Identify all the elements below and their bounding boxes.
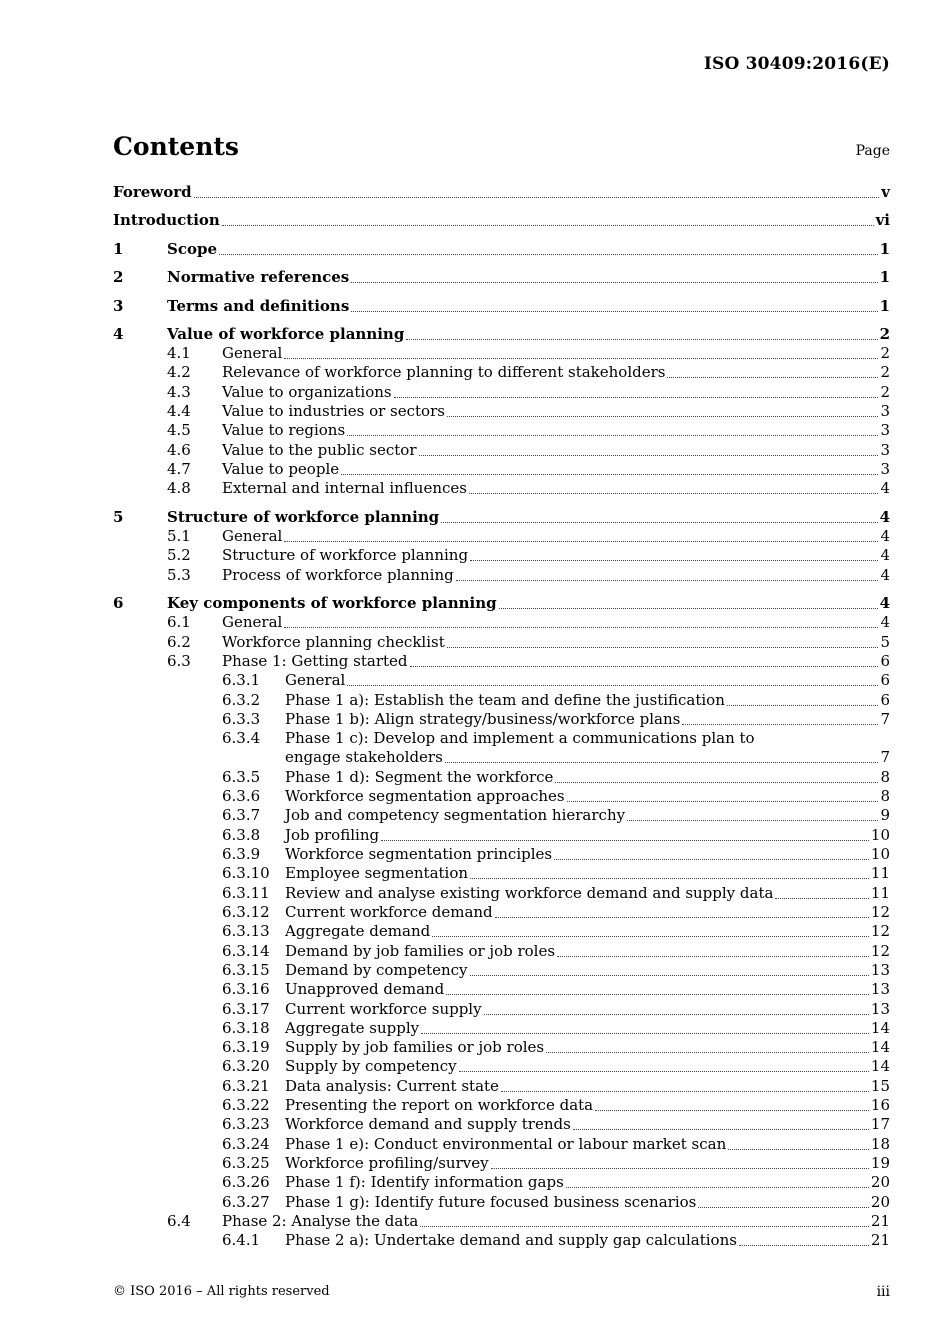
dot-leader (419, 455, 879, 456)
toc-entry-page: 14 (870, 1019, 890, 1037)
toc-entry-title: Demand by job families or job roles (285, 942, 556, 960)
document-code: ISO 30409:2016(E) (703, 54, 890, 74)
toc-entry-title: Phase 1 f): Identify information gaps (285, 1173, 564, 1191)
toc-entry-number: 6 (113, 594, 124, 612)
toc-entry-page: vi (875, 211, 890, 229)
toc-entry-page: 2 (880, 363, 890, 381)
toc-entry-number: 6.3.1 (222, 671, 261, 689)
toc-entry-page: 13 (870, 980, 890, 998)
toc-entry-number: 6.3.23 (222, 1115, 270, 1133)
toc-entry-title: Job and competency segmentation hierarchy (285, 806, 626, 824)
toc-entry[interactable] (0, 1135, 950, 1154)
toc-entry-title: Workforce segmentation principles (285, 845, 553, 863)
toc-entry-number: 6.3.10 (222, 864, 270, 882)
dot-leader (567, 801, 879, 802)
toc-entry-page: 2 (879, 325, 890, 343)
toc-entry-page: 6 (880, 691, 890, 709)
toc-entry[interactable] (0, 942, 950, 961)
toc-entry-page: 5 (880, 633, 890, 651)
toc-entry[interactable] (0, 633, 950, 652)
toc-entry-title: Demand by competency (285, 961, 468, 979)
dot-leader (432, 936, 869, 937)
dot-leader (499, 608, 878, 609)
dot-leader (682, 724, 878, 725)
toc-entry-number: 6.2 (167, 633, 191, 651)
dot-leader (469, 493, 878, 494)
toc-entry-title: Structure of workforce planning (222, 546, 469, 564)
toc-entry-page: 15 (870, 1077, 890, 1095)
dot-leader (484, 1014, 869, 1015)
toc-entry-number: 5.1 (167, 527, 191, 545)
toc-entry-title: Value to regions (222, 421, 346, 439)
toc-entry-page: 7 (880, 748, 890, 766)
dot-leader (775, 898, 868, 899)
toc-entry[interactable] (0, 402, 950, 421)
page-number: iii (876, 1284, 890, 1300)
toc-entry-number: 6.4 (167, 1212, 191, 1230)
toc-entry-page: 7 (880, 710, 890, 728)
dot-leader (595, 1110, 869, 1111)
toc-entry-page: 4 (880, 546, 890, 564)
toc-entry-page: 13 (870, 1000, 890, 1018)
toc-entry-number: 4.6 (167, 441, 191, 459)
dot-leader (420, 1226, 869, 1227)
toc-entry-page: 8 (880, 768, 890, 786)
dot-leader (406, 339, 877, 340)
toc-entry-title: Supply by competency (285, 1057, 457, 1075)
toc-entry[interactable] (0, 1231, 950, 1250)
toc-entry-page: 16 (870, 1096, 890, 1114)
dot-leader (546, 1052, 869, 1053)
toc-entry[interactable] (0, 1193, 950, 1212)
dot-leader (470, 975, 869, 976)
toc-entry-title: Presenting the report on workforce data (285, 1096, 594, 1114)
toc-entry-title: Phase 1 e): Conduct environmental or labour market scan (285, 1135, 727, 1153)
toc-entry-number: 6.3.7 (222, 806, 261, 824)
toc-entry-page: 3 (880, 460, 890, 478)
toc-entry[interactable] (0, 441, 950, 460)
toc-entry-page: 2 (880, 344, 890, 362)
toc-entry-page: 12 (870, 942, 890, 960)
dot-leader (441, 522, 877, 523)
dot-leader (573, 1129, 869, 1130)
toc-entry-number: 4.4 (167, 402, 191, 420)
toc-entry-page: 13 (870, 961, 890, 979)
toc-entry-title: Introduction (113, 211, 220, 229)
toc-entry-title: Employee segmentation (285, 864, 469, 882)
toc-entry-title: Value to people (222, 460, 340, 478)
dot-leader (347, 685, 878, 686)
dot-leader (394, 397, 879, 398)
toc-entry-title: Supply by job families or job roles (285, 1038, 545, 1056)
toc-entry-number: 6.3.5 (222, 768, 261, 786)
toc-entry[interactable] (0, 383, 950, 402)
toc-entry-title: General (222, 344, 283, 362)
dot-leader (284, 358, 878, 359)
toc-entry-number: 6.3.14 (222, 942, 270, 960)
toc-entry-page: 11 (870, 884, 890, 902)
toc-entry-number: 6.3.6 (222, 787, 261, 805)
toc-entry[interactable] (0, 922, 950, 941)
dot-leader (351, 282, 877, 283)
toc-entry-page: 9 (880, 806, 890, 824)
toc-entry-number: 3 (113, 297, 124, 315)
toc-entry[interactable] (0, 652, 950, 671)
toc-entry-page: 18 (870, 1135, 890, 1153)
toc-entry-number: 6.3.8 (222, 826, 261, 844)
toc-entry[interactable] (0, 1019, 950, 1038)
toc-entry[interactable] (0, 460, 950, 479)
toc-entry[interactable] (0, 980, 950, 999)
toc-entry[interactable] (0, 479, 950, 498)
toc-entry[interactable] (0, 1115, 950, 1134)
toc-entry-page: 3 (880, 402, 890, 420)
toc-entry-page: 4 (879, 594, 890, 612)
toc-entry-page: 20 (870, 1173, 890, 1191)
toc-entry-title: Workforce demand and supply trends (285, 1115, 571, 1133)
toc-entry[interactable] (0, 864, 950, 883)
toc-entry-page: v (881, 183, 890, 201)
toc-entry-page: 4 (880, 527, 890, 545)
toc-entry-number: 6.3.12 (222, 903, 270, 921)
dot-leader (667, 377, 878, 378)
dot-leader (219, 254, 878, 255)
toc-entry-title: Phase 1 g): Identify future focused business scenarios (285, 1193, 697, 1211)
toc-entry-first-line (0, 729, 950, 748)
toc-entry-title: Review and analyse existing workforce demand and supply data (285, 884, 774, 902)
toc-entry-page: 21 (870, 1231, 890, 1249)
toc-entry-title: Workforce segmentation approaches (285, 787, 565, 805)
toc-entry-title: Aggregate demand (285, 922, 431, 940)
toc-entry-title: Phase 2: Analyse the data (222, 1212, 419, 1230)
toc-entry-page: 4 (879, 508, 890, 526)
dot-leader (627, 820, 878, 821)
toc-entry-number: 6.3.16 (222, 980, 270, 998)
toc-entry-title: Data analysis: Current state (285, 1077, 499, 1095)
dot-leader (284, 541, 878, 542)
toc-entry[interactable] (0, 768, 950, 787)
toc-entry[interactable] (0, 268, 950, 287)
dot-leader (446, 994, 869, 995)
toc-entry-number: 6.3.27 (222, 1193, 270, 1211)
toc-entry-number: 6.1 (167, 613, 191, 631)
toc-entry[interactable] (0, 594, 950, 613)
toc-entry-title: Current workforce supply (285, 1000, 482, 1018)
dot-leader (421, 1033, 869, 1034)
dot-leader (222, 225, 874, 226)
toc-entry-number: 6.3 (167, 652, 191, 670)
toc-entry-page: 14 (870, 1057, 890, 1075)
toc-entry-title: External and internal influences (222, 479, 467, 497)
toc-entry[interactable] (0, 344, 950, 363)
toc-entry-title: Phase 1: Getting started (222, 652, 408, 670)
toc-entry-number: 6.4.1 (222, 1231, 261, 1249)
toc-entry-title: Unapproved demand (285, 980, 445, 998)
toc-entry-number: 4 (113, 325, 124, 343)
dot-leader (495, 917, 869, 918)
toc-entry-title: Normative references (167, 268, 350, 286)
dot-leader (347, 435, 878, 436)
dot-leader (698, 1207, 869, 1208)
toc-entry-page: 12 (870, 903, 890, 921)
toc-entry-title: engage stakeholders (285, 748, 443, 766)
toc-entry-number: 5.2 (167, 546, 191, 564)
dot-leader (557, 956, 869, 957)
toc-entry-title: Value to industries or sectors (222, 402, 445, 420)
toc-entry-number: 6.3.25 (222, 1154, 270, 1172)
toc-entry-page: 10 (870, 845, 890, 863)
toc-entry-page: 19 (870, 1154, 890, 1172)
toc-entry[interactable] (0, 566, 950, 585)
toc-entry-number: 6.3.17 (222, 1000, 270, 1018)
toc-entry-title: Workforce planning checklist (222, 633, 445, 651)
dot-leader (194, 197, 880, 198)
toc-entry-page: 3 (880, 421, 890, 439)
toc-entry-number: 6.3.11 (222, 884, 270, 902)
toc-entry-title: Value of workforce planning (167, 325, 405, 343)
toc-entry-title: Phase 1 d): Segment the workforce (285, 768, 554, 786)
toc-entry-page: 11 (870, 864, 890, 882)
dot-leader (554, 859, 869, 860)
toc-entry[interactable] (0, 806, 950, 825)
dot-leader (381, 840, 869, 841)
copyright-notice: © ISO 2016 – All rights reserved (113, 1284, 330, 1299)
toc-entry-page: 4 (880, 479, 890, 497)
toc-entry-title: Current workforce demand (285, 903, 493, 921)
dot-leader (447, 416, 878, 417)
toc-entry-title: Scope (167, 240, 218, 258)
toc-entry-title: Value to organizations (222, 383, 392, 401)
toc-entry[interactable] (0, 826, 950, 845)
toc-entry[interactable] (0, 1096, 950, 1115)
toc-entry-page: 21 (870, 1212, 890, 1230)
toc-entry[interactable] (0, 710, 950, 729)
toc-entry[interactable] (0, 671, 950, 690)
toc-entry-title: Relevance of workforce planning to different stakeholders (222, 363, 666, 381)
toc-entry-title: Value to the public sector (222, 441, 417, 459)
dot-leader (566, 1187, 869, 1188)
dot-leader (351, 311, 877, 312)
toc-entry-number: 6.3.18 (222, 1019, 270, 1037)
dot-leader (555, 782, 878, 783)
dot-leader (470, 560, 878, 561)
toc-entry-page: 4 (880, 613, 890, 631)
toc-entry-number: 6.3.20 (222, 1057, 270, 1075)
dot-leader (445, 762, 879, 763)
toc-entry-page: 1 (879, 297, 890, 315)
toc-entry-number: 6.3.24 (222, 1135, 270, 1153)
toc-entry[interactable] (0, 1077, 950, 1096)
toc-entry-number: 2 (113, 268, 124, 286)
dot-leader (459, 1071, 869, 1072)
dot-leader (739, 1245, 869, 1246)
toc-entry-page: 4 (880, 566, 890, 584)
toc-entry-title: Aggregate supply (285, 1019, 420, 1037)
toc-entry-number: 6.3.13 (222, 922, 270, 940)
toc-entry[interactable] (0, 546, 950, 565)
toc-entry[interactable] (0, 845, 950, 864)
dot-leader (728, 1149, 869, 1150)
toc-entry-number: 6.3.3 (222, 710, 261, 728)
toc-entry-number: 4.5 (167, 421, 191, 439)
toc-entry-page: 6 (880, 671, 890, 689)
dot-leader (727, 705, 879, 706)
toc-entry-page: 14 (870, 1038, 890, 1056)
toc-entry[interactable] (0, 1057, 950, 1076)
toc-entry-number: 6.3.2 (222, 691, 261, 709)
toc-entry-page: 6 (880, 652, 890, 670)
toc-entry-title: Structure of workforce planning (167, 508, 440, 526)
toc-entry[interactable] (0, 325, 950, 344)
toc-entry-title: General (285, 671, 346, 689)
dot-leader (491, 1168, 869, 1169)
toc-entry-page: 12 (870, 922, 890, 940)
toc-entry[interactable] (0, 903, 950, 922)
toc-entry[interactable] (0, 183, 950, 202)
toc-entry-number: 1 (113, 240, 124, 258)
toc-entry-page: 1 (879, 268, 890, 286)
toc-entry-title: General (222, 613, 283, 631)
dot-leader (456, 580, 879, 581)
toc-entry[interactable] (0, 1173, 950, 1192)
dot-leader (501, 1091, 869, 1092)
toc-entry-title: Key components of workforce planning (167, 594, 497, 612)
toc-entry-title-line1: Phase 1 c): Develop and implement a communications plan to (285, 729, 755, 747)
toc-entry-number: 6.3.26 (222, 1173, 270, 1191)
toc-entry-title: Foreword (113, 183, 192, 201)
toc-entry[interactable] (0, 884, 950, 903)
toc-entry-title: Workforce profiling/survey (285, 1154, 489, 1172)
toc-entry-page: 2 (880, 383, 890, 401)
toc-entry[interactable] (0, 240, 950, 259)
toc-entry[interactable] (0, 613, 950, 632)
dot-leader (470, 878, 869, 879)
toc-entry[interactable] (0, 527, 950, 546)
toc-entry[interactable] (0, 1038, 950, 1057)
toc-entry[interactable] (0, 961, 950, 980)
toc-entry-title: Job profiling (285, 826, 380, 844)
toc-entry[interactable] (0, 297, 950, 316)
toc-entry-number: 6.3.4 (222, 729, 261, 747)
toc-entry-number: 4.7 (167, 460, 191, 478)
toc-entry-number: 6.3.19 (222, 1038, 270, 1056)
toc-entry[interactable] (0, 363, 950, 382)
toc-entry-title: Phase 1 b): Align strategy/business/workforce plans (285, 710, 681, 728)
toc-entry-title: General (222, 527, 283, 545)
toc-entry-page: 1 (879, 240, 890, 258)
dot-leader (410, 666, 879, 667)
page-title: Contents (113, 132, 240, 161)
toc-entry[interactable] (0, 1212, 950, 1231)
toc-entry-page: 20 (870, 1193, 890, 1211)
toc-entry-number: 4.8 (167, 479, 191, 497)
toc-entry-number: 6.3.21 (222, 1077, 270, 1095)
page-column-label: Page (855, 143, 890, 159)
toc-entry[interactable] (0, 691, 950, 710)
toc-entry-number: 6.3.9 (222, 845, 261, 863)
dot-leader (341, 474, 878, 475)
toc-entry-number: 6.3.15 (222, 961, 270, 979)
dot-leader (284, 627, 878, 628)
toc-entry-page: 8 (880, 787, 890, 805)
toc-entry-number: 5.3 (167, 566, 191, 584)
toc-entry[interactable] (0, 211, 950, 230)
toc-entry-title: Phase 1 a): Establish the team and define the justification (285, 691, 725, 709)
toc-entry[interactable] (0, 1154, 950, 1173)
toc-entry[interactable] (0, 1000, 950, 1019)
toc-entry-number: 4.3 (167, 383, 191, 401)
toc-entry[interactable] (0, 508, 950, 527)
toc-entry-title: Terms and definitions (167, 297, 350, 315)
toc-entry-number: 6.3.22 (222, 1096, 270, 1114)
toc-entry-number: 4.1 (167, 344, 191, 362)
toc-entry-number: 5 (113, 508, 124, 526)
toc-entry[interactable] (0, 421, 950, 440)
toc-entry-number: 4.2 (167, 363, 191, 381)
toc-entry-page: 17 (870, 1115, 890, 1133)
toc-entry-page: 10 (870, 826, 890, 844)
toc-entry[interactable] (0, 787, 950, 806)
dot-leader (447, 647, 879, 648)
toc-entry-title: Phase 2 a): Undertake demand and supply gap calculations (285, 1231, 737, 1249)
toc-entry-page: 3 (880, 441, 890, 459)
toc-entry[interactable] (0, 748, 950, 767)
toc-entry-title: Process of workforce planning (222, 566, 454, 584)
